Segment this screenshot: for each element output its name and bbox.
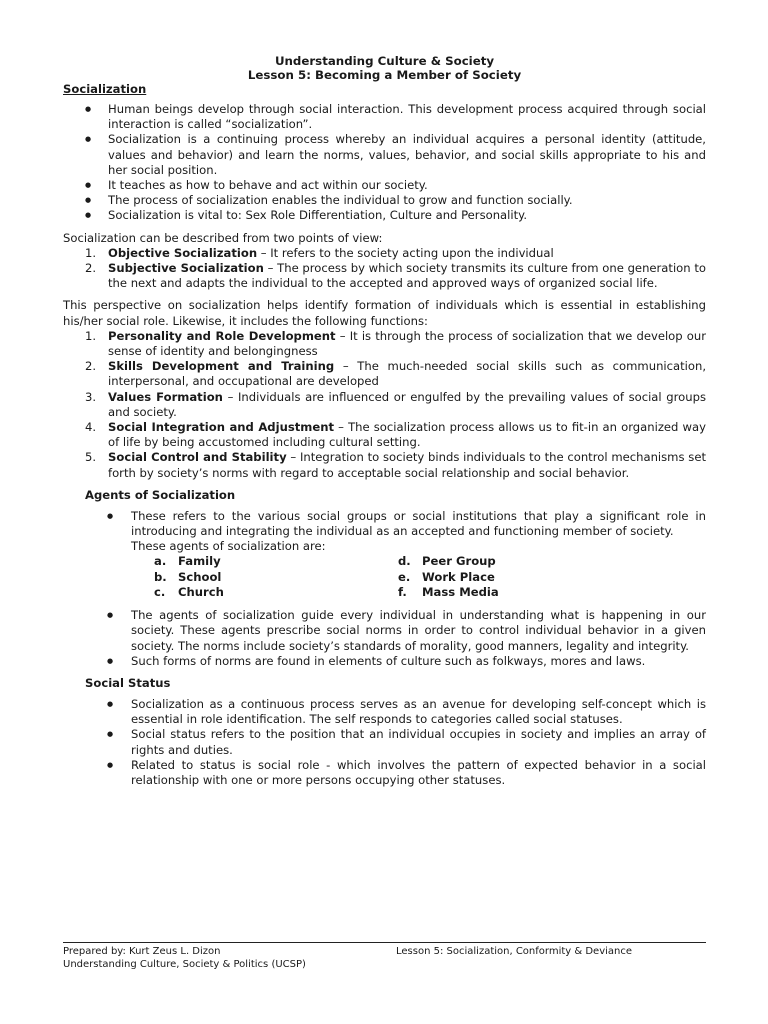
list-item: ● Socialization is vital to: Sex Role Differentiation, Culture and Personality. [63,208,706,223]
agent-letter: d. [398,554,411,569]
document-title: Understanding Culture & Society [274,54,495,68]
agent-letter: e. [398,569,411,584]
agents-bullets-after [63,608,706,669]
page-footer [63,942,706,971]
agent-name: Work Place [422,569,495,584]
term: Social Control and Stability [108,450,287,465]
socialization-heading: Socialization [63,82,147,96]
item-number: 3. [85,389,97,404]
list-item [63,450,706,480]
agent-item [398,570,598,585]
definition: – It is through the process of socialization that we develop our sense of identity and belongingness [108,328,706,359]
agents-bullets [63,509,706,600]
agent-item [154,585,398,600]
agents-grid [154,554,706,600]
list-item [63,261,706,291]
list-item [63,329,706,359]
agent-item [398,554,598,569]
social-status-heading: Social Status [85,675,171,690]
agents-description: ● These refers to the various social groups or social institutions that play a significant role in introducing and integrating the individual as an accepted and functioning member of society. [131,508,706,539]
agent-name: Mass Media [422,584,499,599]
page-content [63,54,706,788]
list-item [63,246,706,261]
footer-course: Understanding Culture, Society & Politics (UCSP) [63,958,306,970]
agent-letter: f. [398,584,407,599]
agent-letter: c. [154,584,166,599]
list-item: ● Social status refers to the position that an individual occupies in society and implies an array of rights and duties. [63,727,706,757]
list-item: ● Human beings develop through social interaction. This development process acquired through social interaction is called “socialization”. [63,102,706,132]
term: Objective Socialization [108,245,258,260]
term: Skills Development and Training [108,359,335,374]
list-item: ● Such forms of norms are found in elements of culture such as folkways, mores and laws. [63,654,706,669]
list-item: ● It teaches as how to behave and act within our society. [63,178,706,193]
agent-item [154,554,398,569]
item-number: 5. [85,450,97,465]
functions-list [63,329,706,481]
list-item: ● The agents of socialization guide every individual in understanding what is happening in our society. These agents prescribe social norms in order to control individual behavior in a given society. The norms include society’s standards of morality, good manners, legality and integrity. [63,608,706,654]
list-item [63,390,706,420]
definition: – The much-needed social skills such as communication, interpersonal, and occupational are developed [108,359,707,389]
item-number: 4. [85,420,97,435]
term: Values Formation [108,389,223,404]
footer-lesson: Lesson 5: Socialization, Conformity & Deviance [396,946,633,957]
agent-name: Church [178,584,224,599]
term: Personality and Role Development [108,328,336,343]
agent-name: Peer Group [422,554,496,569]
list-item: ● Socialization as a continuous process serves as an avenue for developing self-concept which is essential in role identification. The self responds to categories called social statuses. [63,697,706,727]
socialization-bullets [63,102,706,224]
definition: – Integration to society binds individuals to the control mechanisms set forth by society’s norms with regard to acceptable social relationship and social behavior. [108,450,706,480]
agent-letter: a. [154,554,167,569]
views-intro: Socialization can be described from two points of view: [63,230,383,245]
views-list [63,246,706,292]
list-item [63,509,706,600]
agents-heading: Agents of Socialization [85,487,236,502]
lesson-title: Lesson 5: Becoming a Member of Society [247,68,522,82]
term: Social Integration and Adjustment [108,420,335,435]
item-number: 2. [85,359,97,374]
agents-list-intro: These agents of socialization are: [131,539,326,554]
definition: – It refers to the society acting upon the individual [257,245,554,260]
status-bullets [63,697,706,788]
item-number: 1. [85,245,97,260]
agent-letter: b. [154,569,167,584]
list-item [63,359,706,389]
item-number: 1. [85,328,97,343]
list-item: ● Socialization is a continuing process whereby an individual acquires a personal identity (attitude, values and behavior) and learn the norms, values, behavior, and social skills appropriate to his and her social position. [63,132,706,178]
term: Subjective Socialization [108,261,264,276]
agent-name: School [178,569,222,584]
list-item: ● The process of socialization enables the individual to grow and function socially. [63,193,706,208]
item-number: 2. [85,261,97,276]
list-item [63,420,706,450]
definition: – Individuals are influenced or engulfed by the prevailing values of social groups and society. [108,389,706,419]
footer-row [63,946,706,959]
agent-item [398,585,598,600]
definition: – The process by which society transmits its culture from one generation to the next and adapts the individual to the accepted and approved ways of organized social life. [108,261,706,291]
agent-item [154,570,398,585]
perspective-paragraph: This perspective on socialization helps identify formation of individuals which is essential in establishing his/her social role. Likewise, it includes the following functions: [63,298,706,328]
prepared-by: Prepared by: Kurt Zeus L. Dizon [63,946,221,957]
definition: – The socialization process allows us to fit-in an organized way of life by being accustomed including cultural setting. [108,420,706,450]
agent-name: Family [178,554,221,569]
list-item: ● Related to status is social role - which involves the pattern of expected behavior in a social relationship with one or more persons occupying other statuses. [63,758,706,788]
